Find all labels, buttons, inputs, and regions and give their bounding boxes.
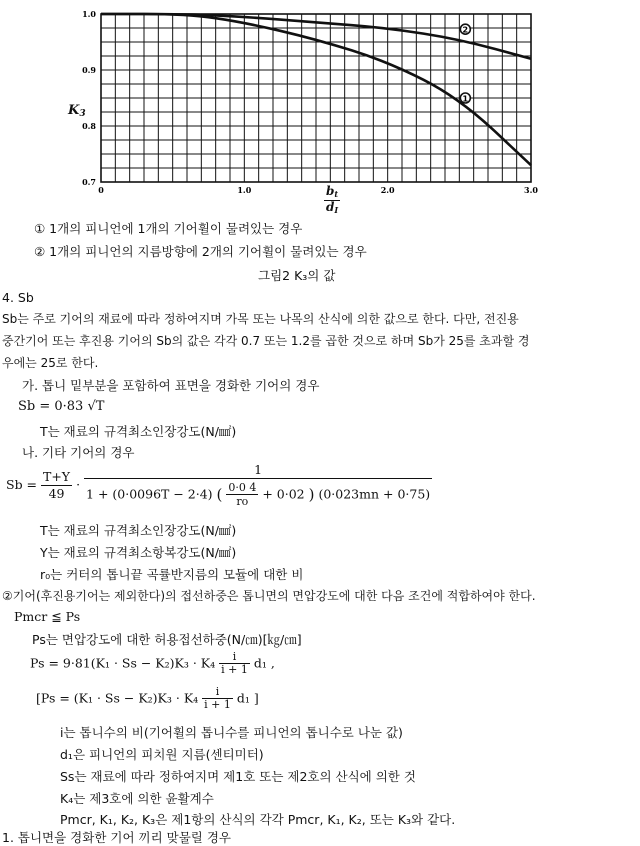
y-tick-label: 0.8 [82, 121, 96, 131]
para2: ②기어(후진용기어는 제외한다)의 접선하중은 톱니면의 면압강도에 대한 다음 조건에 적합하여야 한다. [2, 589, 536, 603]
formula-ga: Sb = 0·83 √T [18, 399, 105, 414]
heading-sb: 4. Sb [2, 290, 34, 305]
para1-line3: 우에는 25로 한다. [2, 356, 99, 370]
figure-caption: 그림2 K₃의 값 [258, 268, 336, 283]
ps-formula-1-frac-den: i + 1 [221, 663, 248, 676]
series-marker-label: 2 [462, 25, 469, 35]
y-axis-label: $K_3$ [68, 103, 86, 119]
formula-na-frac1 [41, 469, 72, 502]
x-label-num-sub: t [334, 189, 339, 199]
x-axis-label [324, 185, 340, 216]
formula-na-lhs: Sb = [6, 477, 38, 492]
y-tick-label: 0.9 [82, 65, 96, 75]
ps-formula-2-b: d₁ ] [236, 690, 259, 706]
formula-na-frac2 [84, 462, 432, 508]
y-def: Y는 재료의 규격최소항복강도(N/㎟) [40, 545, 237, 560]
ps-formula-1-frac-num: i [219, 651, 250, 664]
formula-na-r-num: 0·0 4 [228, 481, 257, 494]
condition: Pmcr ≦ Ps [14, 609, 81, 624]
k4-def: K₄는 제3호에 의한 윤활계수 [60, 791, 214, 806]
ps-formula-1-frac [219, 651, 250, 676]
para1-line1: Sb는 주로 기어의 재료에 따라 정하여지며 가목 또는 나목의 산식에 의한 값으로 한다. 다만, 전진용 [2, 312, 519, 326]
formula-na: Sb = $\frac{T+Y}{49}$ · 1 1 + (0·0096T − 2·4) ( $\frac{0\cdot 0 4}{ro}$ + 0·02 ) (0·023mn + 0·75) [6, 462, 431, 508]
x-label-den-sub: I [334, 205, 339, 215]
formula-na-r-tail: + 0·02 [262, 486, 305, 502]
formula-na-r-den: ro [236, 495, 249, 508]
legend-item-2: ② 1개의 피니언의 지름방향에 2개의 기어휠이 물려있는 경우 [34, 244, 367, 259]
formula-na-one: 1 [84, 462, 432, 479]
chart-ticks [82, 9, 538, 195]
legend-item-1: ① 1개의 피니언에 1개의 기어휠이 물려있는 경우 [34, 221, 303, 236]
x-label-num: b [326, 184, 335, 198]
i-def: i는 톱니수의 비(기어휠의 톱니수를 피니언의 톱니수로 나눈 값) [60, 725, 403, 740]
ps-formula-2-frac [202, 686, 233, 711]
k3-chart [60, 0, 580, 215]
ps-def: Ps는 면압강도에 대한 허용접선하중(N/㎝)[㎏/㎝] [32, 632, 302, 647]
y-tick-label: 0.7 [82, 177, 96, 187]
formula-na-den2-a: 1 + (0·0096T − 2·4) [86, 486, 213, 502]
x-label-den: d [326, 200, 335, 214]
ps-formula-1-b: d₁ , [253, 655, 275, 671]
x-tick-label: 1.0 [237, 185, 252, 195]
item-ga: 가. 톱니 밑부분을 포함하여 표면을 경화한 기어의 경우 [22, 378, 320, 393]
x-tick-label: 0 [98, 185, 104, 195]
t-def-2: T는 재료의 규격최소인장강도(N/㎟) [40, 523, 237, 538]
item-na: 나. 기타 기어의 경우 [22, 445, 135, 460]
series-marker-label: 1 [462, 94, 469, 104]
ps-formula-2-a: [Ps = (K₁ · Ss − K₂)K₃ · K₄ [36, 690, 199, 706]
formula-na-r-frac [226, 481, 258, 508]
para1-line2: 중간기어 또는 후진용 기어의 Sb의 값은 각각 0.7 또는 1.2를 곱한 것으로 하며 Sb가 25를 초과할 경 [2, 334, 530, 348]
ps-formula-2-frac-den: i + 1 [204, 698, 231, 711]
formula-na-den2: 1 + (0·0096T − 2·4) ( $\frac{0\cdot 0 4}{ro}$ + 0·02 ) (0·023mn + 0·75) [86, 481, 431, 508]
d1-def: d₁은 피니언의 피치원 지름(센티미터) [60, 747, 264, 762]
t-def-1: T는 재료의 규격최소인장강도(N/㎟) [40, 424, 237, 439]
ss-def: Ss는 재료에 따라 정하여지며 제1호 또는 제2호의 산식에 의한 것 [60, 769, 416, 784]
ro-def: r₀는 커터의 톱니끝 곡률반지름의 모듈에 대한 비 [40, 567, 304, 582]
formula-na-den: 49 [48, 485, 65, 501]
formula-na-num: T+Y [43, 468, 71, 484]
same-def: Pmcr, K₁, K₂, K₃은 제1항의 산식의 각각 Pmcr, K₁, K₂, 또는 K₃와 같다. [60, 812, 456, 827]
y-tick-label: 1.0 [82, 9, 96, 19]
ps-formula-2 [36, 686, 259, 711]
ps-formula-1 [30, 651, 275, 676]
x-tick-label: 3.0 [524, 185, 538, 195]
formula-na-tail: (0·023mn + 0·75) [318, 486, 431, 502]
ps-formula-1-a: Ps = 9·81(K₁ · Ss − K₂)K₃ · K₄ [30, 655, 216, 671]
ps-formula-2-frac-num: i [202, 686, 233, 699]
x-tick-label: 2.0 [380, 185, 395, 195]
last-line: 1. 톱니면을 경화한 기어 끼리 맞물릴 경우 [2, 830, 231, 845]
